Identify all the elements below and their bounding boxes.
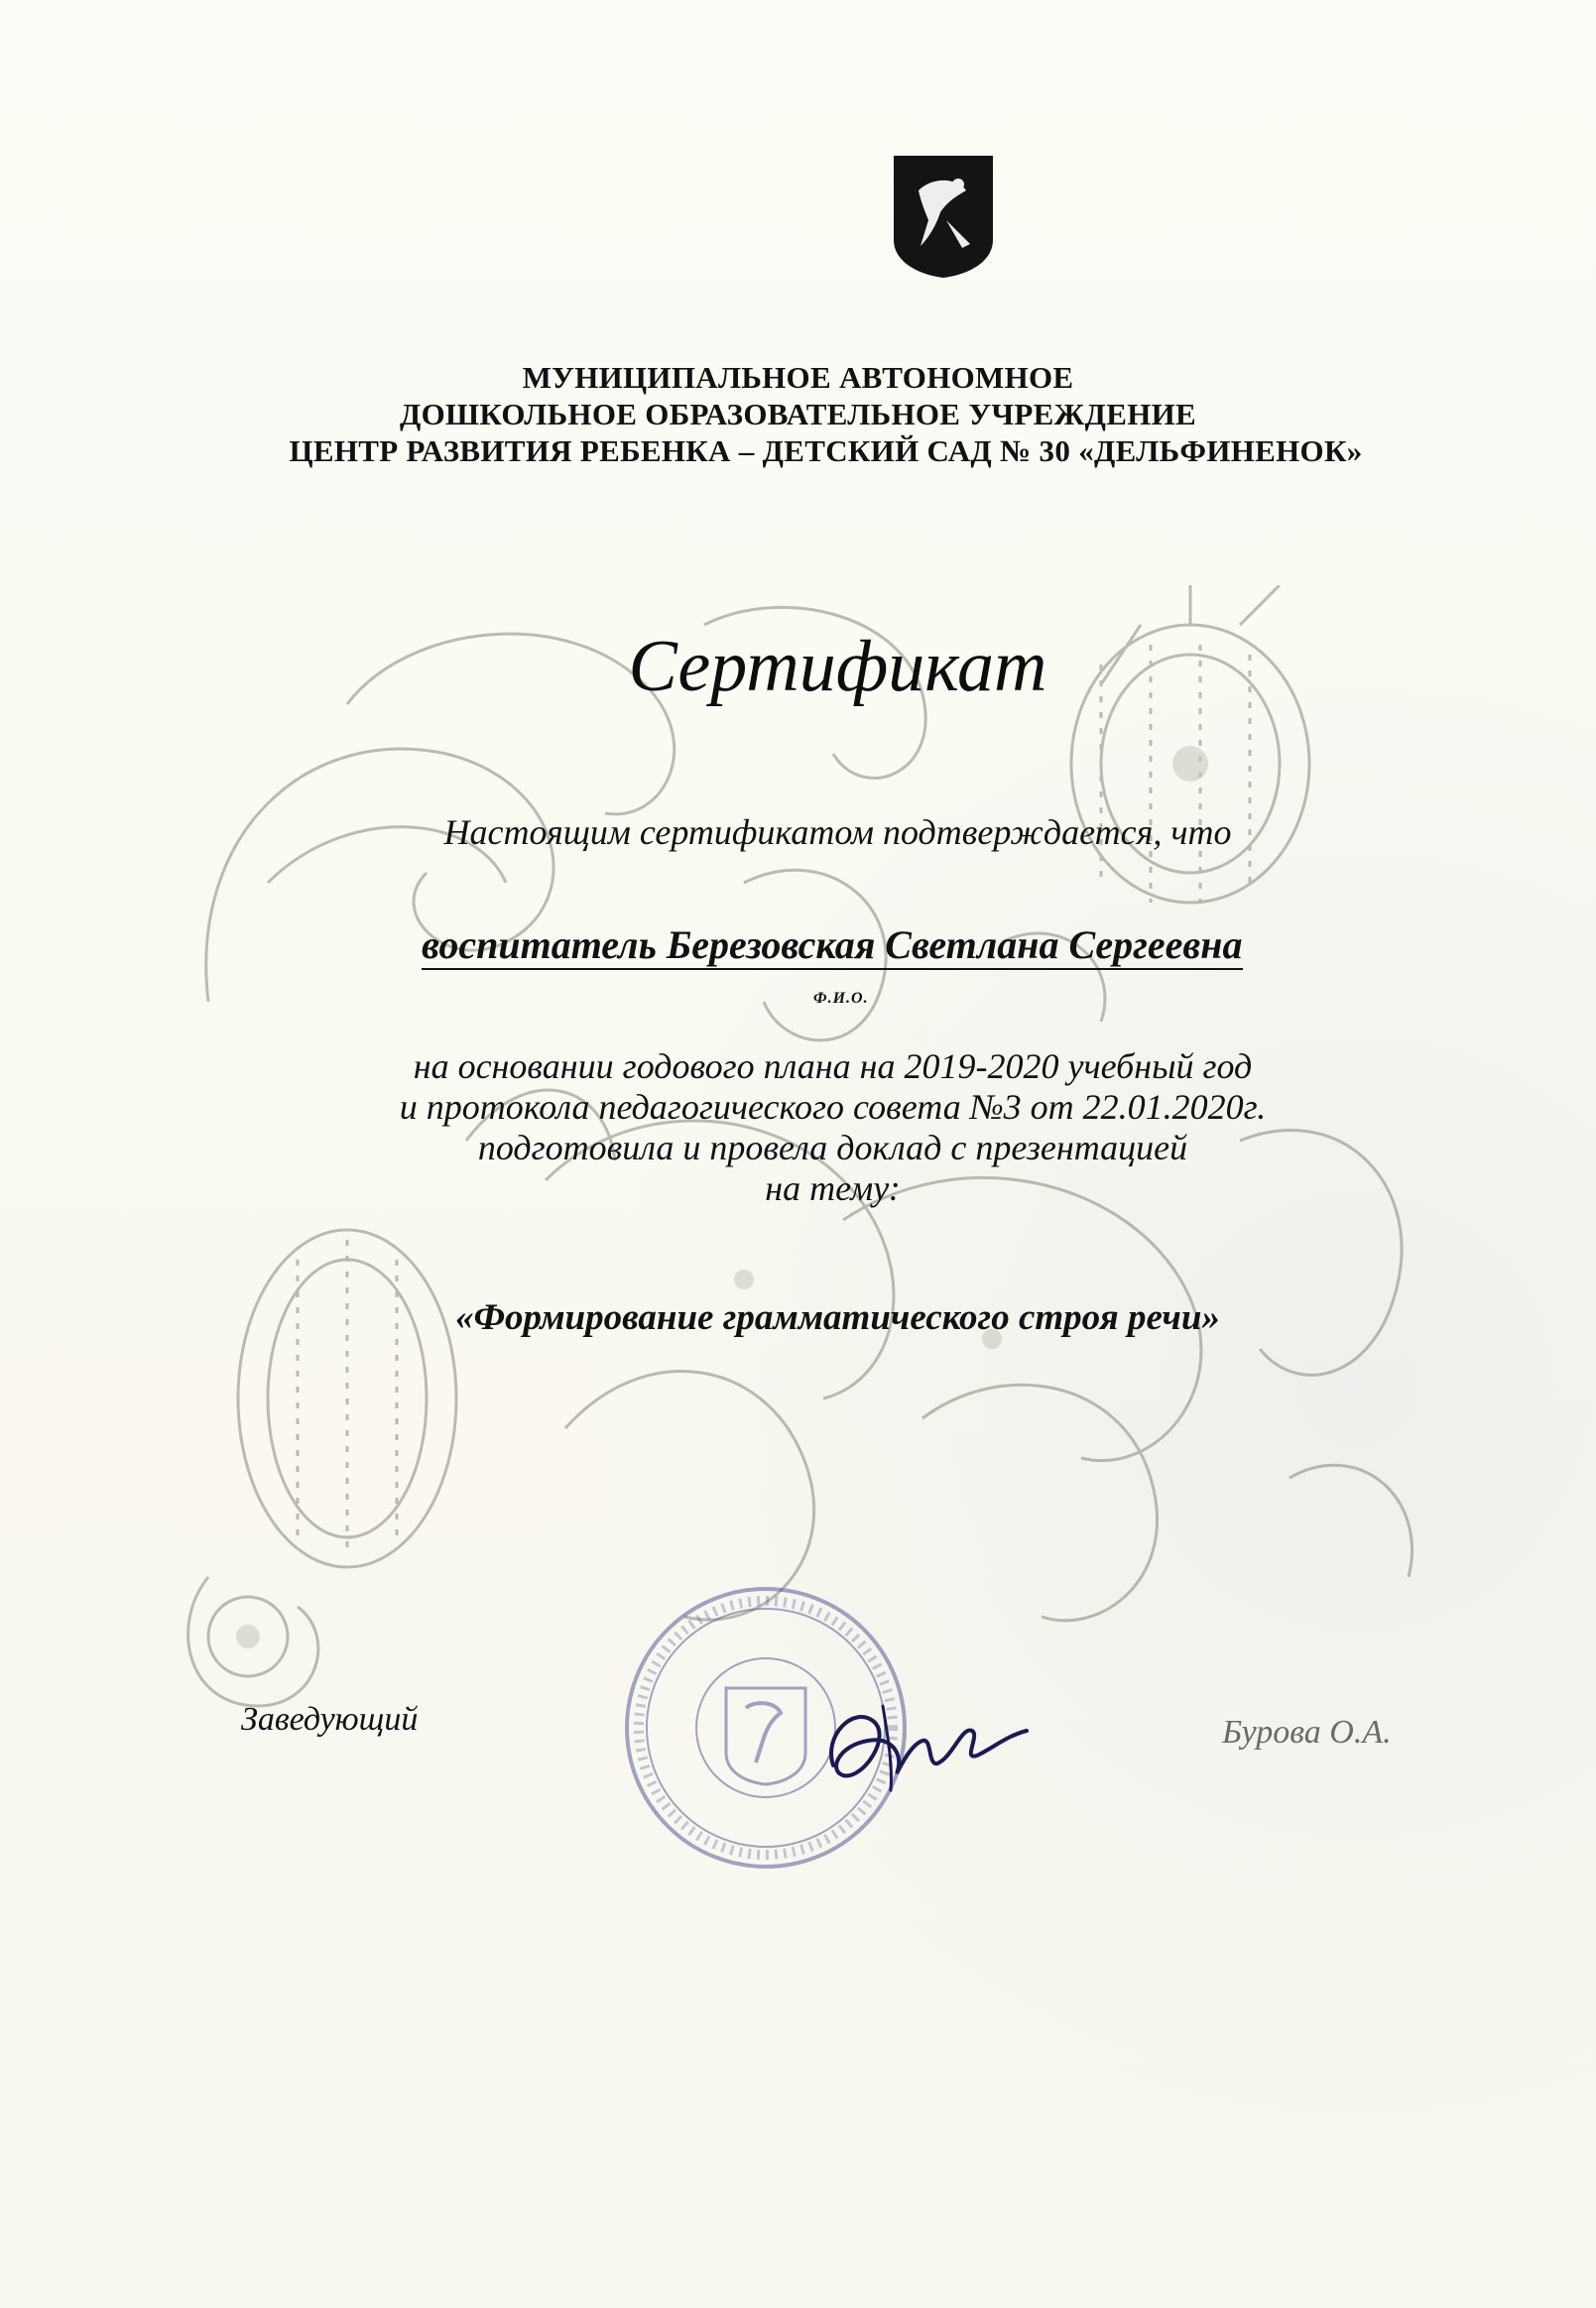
recipient-name: воспитатель Березовская Светлана Сергеевна — [422, 922, 1243, 970]
organization-line-1: МУНИЦИПАЛЬНОЕ АВТОНОМНОЕ — [522, 360, 1074, 395]
basis-line: на основании годового плана на 2019-2020 учебный год — [413, 1046, 1253, 1086]
organization-line-3: ЦЕНТР РАЗВИТИЯ РЕБЕНКА – ДЕТСКИЙ САД № 30 «ДЕЛЬФИНЕНОК» — [289, 433, 1363, 468]
signatory-role: Заведующий — [241, 1701, 419, 1738]
organization-header — [0, 359, 1596, 469]
basis-line: и протокола педагогического совета №3 от 22.01.2020г. — [399, 1087, 1267, 1127]
certificate-intro: Настоящим сертификатом подтверждается, что — [443, 812, 1232, 852]
certificate-basis — [0, 1046, 1596, 1209]
signatory-name: Бурова О.А. — [1222, 1714, 1392, 1751]
certificate-title: Сертификат — [628, 626, 1047, 707]
basis-line: на тему: — [765, 1168, 901, 1208]
report-topic: «Формирование грамматического строя речи» — [455, 1297, 1220, 1338]
signature — [813, 1686, 1032, 1795]
name-caption: Ф.И.О. — [813, 990, 869, 1007]
organization-line-2: ДОШКОЛЬНОЕ ОБРАЗОВАТЕЛЬНОЕ УЧРЕЖДЕНИЕ — [399, 397, 1197, 431]
coat-of-arms-emblem — [889, 151, 998, 280]
basis-line: подготовила и провела доклад с презентацией — [477, 1128, 1188, 1167]
